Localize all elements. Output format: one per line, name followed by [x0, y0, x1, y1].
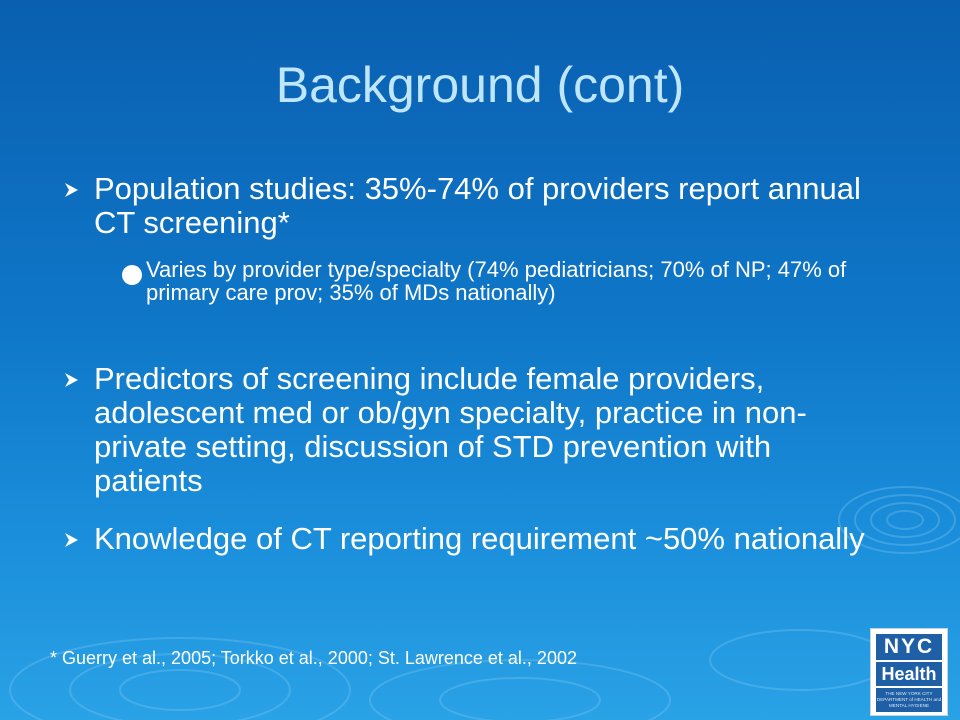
- bullet-text: Population studies: 35%-74% of providers report annual CT screening*: [94, 171, 861, 240]
- bullet-population-studies: [62, 172, 882, 240]
- bullet-knowledge: [62, 522, 882, 556]
- slide-title: Background (cont): [275, 57, 685, 113]
- arrowhead-icon: [62, 530, 82, 550]
- bullet-text: Knowledge of CT reporting requirement ~50% nationally: [94, 521, 865, 556]
- dot-icon: [122, 265, 142, 285]
- bullet-predictors: [62, 362, 882, 498]
- logo-line1: NYC: [876, 634, 942, 660]
- sub-bullet-provider-type: [122, 258, 872, 304]
- arrowhead-icon: [62, 180, 82, 200]
- sub-bullet-text: Varies by provider type/specialty (74% pediatricians; 70% of NP; 47% of primary care prov; 35% of MDs nationally): [146, 257, 847, 305]
- logo-line2: Health: [876, 662, 942, 686]
- nyc-health-logo: [870, 628, 948, 716]
- arrowhead-icon: [62, 370, 82, 390]
- footnote: * Guerry et al., 2005; Torkko et al., 2000; St. Lawrence et al., 2002: [50, 648, 577, 668]
- logo-line3: THE NEW YORK CITY DEPARTMENT of HEALTH and MENTAL HYGIENE: [876, 688, 942, 712]
- bullet-text: Predictors of screening include female providers, adolescent med or ob/gyn specialty, practice in non-private setting, discussion of STD prevention with patients: [94, 361, 807, 498]
